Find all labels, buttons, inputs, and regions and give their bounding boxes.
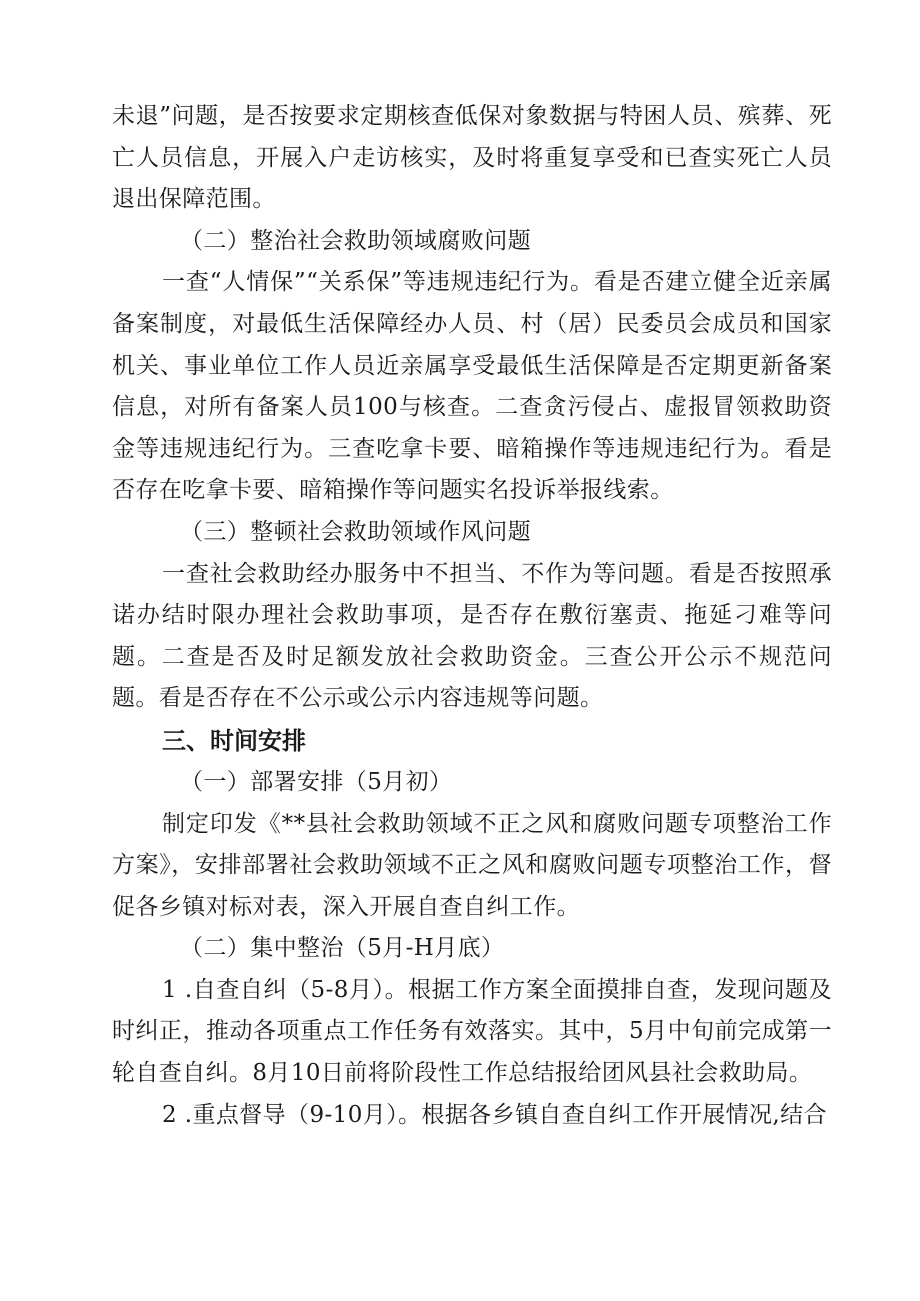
paragraph-key-supervision: 2 .重点督导（9-10月）。根据各乡镇自查自纠工作开展情况,结合 bbox=[162, 1101, 827, 1128]
subheading-rectification: （二）集中整治（5月-H月底） bbox=[180, 935, 505, 962]
subheading-deployment: （一）部署安排（5月初） bbox=[180, 768, 453, 795]
subheading-workstyle: （三）整顿社会救助领域作风问题 bbox=[180, 518, 531, 545]
paragraph-continuation: 未退”问题，是否按要求定期核查低保对象数据与特困人员、殡葬、死亡人员信息，开展入户走访核实，及时将重复享受和已查实死亡人员退出保障范围。 bbox=[112, 103, 832, 213]
paragraph-self-check: 1 .自查自纠（5-8月）。根据工作方案全面摸排自查，发现问题及时纠正，推动各项重点工作任务有效落实。其中，5月中旬前完成第一轮自查自纠。8月10日前将阶段性工作总结报给团风县社会救助局。 bbox=[112, 976, 832, 1087]
subheading-corruption: （二）整治社会救助领域腐败问题 bbox=[180, 227, 531, 254]
paragraph-workstyle: 一查社会救助经办服务中不担当、不作为等问题。看是否按照承诺办结时限办理社会救助事项，是否存在敷衍塞责、拖延刁难等问题。二查是否及时足额发放社会救助资金。三查公开公示不规范问题。看是否存在不公示或公示内容违规等问题。 bbox=[112, 560, 832, 712]
paragraph-corruption: 一查“人情保”“关系保”等违规违纪行为。看是否建立健全近亲属备案制度，对最低生活保障经办人员、村（居）民委员会成员和国家机关、事业单位工作人员近亲属享受最低生活保障是否定期更新备案信息，对所有备案人员100与核查。二查贪污侵占、虚报冒领救助资金等违规违纪行为。三查吃拿卡要、暗箱操作等违规违纪行为。看是否存在吃拿卡要、暗箱操作等问题实名投诉举报线索。 bbox=[112, 269, 832, 504]
document-page bbox=[112, 96, 832, 1136]
paragraph-deployment: 制定印发《**县社会救助领域不正之风和腐败问题专项整治工作方案》，安排部署社会救助领域不正之风和腐败问题专项整治工作，督促各乡镇对标对表，深入开展自查自纠工作。 bbox=[112, 810, 832, 920]
section-heading-schedule: 三、时间安排 bbox=[162, 726, 306, 755]
